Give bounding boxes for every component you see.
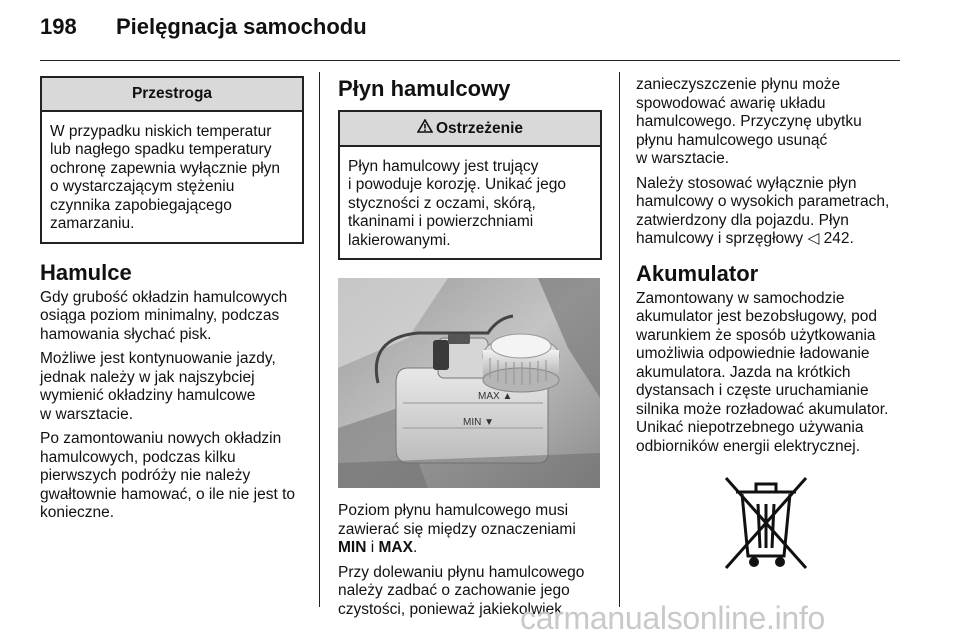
paragraph-min-max bbox=[338, 502, 602, 558]
text-line: odbiorników energii elektrycznej. bbox=[636, 437, 861, 455]
text-line: akumulator jest bezobsługowy, pod bbox=[636, 308, 877, 325]
page-number: 198 bbox=[40, 14, 77, 39]
warning-box-title: Ostrzeżenie bbox=[435, 120, 523, 137]
paragraph bbox=[40, 289, 304, 345]
text-joiner: i bbox=[366, 539, 379, 556]
caution-line: ochronę zapewnia wyłącznie płyn bbox=[50, 159, 281, 177]
column-divider-1 bbox=[319, 72, 320, 607]
chapter-title: Pielęgnacja samochodu bbox=[116, 14, 367, 39]
page-reference-number[interactable]: 242. bbox=[819, 230, 854, 247]
text-line: Możliwe jest kontynuowanie jazdy, bbox=[40, 350, 276, 367]
text-line: konieczne. bbox=[40, 504, 115, 521]
caution-line: zamarzaniu. bbox=[50, 215, 135, 232]
warning-line: lakierowanymi. bbox=[348, 231, 451, 249]
text-line: Zamontowany w samochodzie bbox=[636, 289, 845, 307]
caution-line: czynnika zapobiegającego bbox=[50, 196, 232, 214]
text-end: . bbox=[412, 539, 418, 556]
warning-triangle-icon bbox=[417, 119, 433, 139]
column-3 bbox=[636, 76, 906, 580]
max-mark-label: MAX ▲ bbox=[478, 391, 513, 402]
site-watermark: carmanualsonline.info bbox=[520, 600, 825, 636]
caution-line: lub nagłego spadku temperatury bbox=[50, 141, 272, 158]
text-line: hamulcowych, podczas kilku bbox=[40, 448, 236, 466]
column-1 bbox=[40, 76, 304, 529]
section-title-plyn-hamulcowy: Płyn hamulcowy bbox=[338, 76, 511, 101]
text-line: Gdy grubość okładzin hamulcowych bbox=[40, 288, 288, 306]
max-keyword: MAX bbox=[378, 539, 413, 556]
warning-box-header bbox=[340, 112, 600, 147]
text-line: akumulatora. Jazda na krótkich bbox=[636, 363, 851, 381]
caution-box-title: Przestroga bbox=[42, 78, 302, 112]
column-2 bbox=[338, 76, 602, 625]
crossed-bin-icon bbox=[718, 470, 906, 580]
text-line: Przy dolewaniu płynu hamulcowego bbox=[338, 563, 585, 581]
paragraph bbox=[636, 76, 906, 169]
text-line: hamulcowy o wysokich parametrach, bbox=[636, 193, 890, 210]
paragraph bbox=[40, 350, 304, 424]
text-line: dystansach i częste uruchamianie bbox=[636, 382, 869, 399]
caution-box-body bbox=[42, 112, 302, 242]
text-line: w warsztacie. bbox=[40, 405, 134, 423]
text-line: gwałtownie hamować, o ile nie jest to bbox=[40, 485, 296, 503]
paragraph bbox=[636, 290, 906, 457]
caution-line: o wystarczającym stężeniu bbox=[50, 178, 235, 195]
text-line: zanieczyszczenie płynu może bbox=[636, 76, 841, 93]
warning-line: styczności z oczami, skórą, bbox=[348, 194, 536, 212]
text-line: Unikać niepotrzebnego używania bbox=[636, 419, 864, 436]
paragraph bbox=[636, 175, 906, 249]
min-keyword: MIN bbox=[338, 539, 367, 556]
warning-box-body bbox=[340, 147, 600, 259]
text-line: hamulcowego. Przyczynę ubytku bbox=[636, 113, 862, 130]
text-line: warunkiem że sposób użytkowania bbox=[636, 326, 876, 344]
warning-line: i powoduje korozję. Unikać jego bbox=[348, 176, 566, 193]
page-reference-icon[interactable]: ◁ bbox=[807, 230, 820, 247]
text-line: jednak należy w jak najszybciej bbox=[40, 368, 255, 386]
text-line: zatwierdzony dla pojazdu. Płyn bbox=[636, 211, 849, 229]
text-line: pierwszych podróży nie należy bbox=[40, 467, 251, 484]
text-line: w warsztacie. bbox=[636, 150, 730, 167]
text-line: umożliwia odpowiednie ładowanie bbox=[636, 345, 870, 362]
warning-line: Płyn hamulcowy jest trujący bbox=[348, 157, 539, 175]
text-line: Poziom płynu hamulcowego musi bbox=[338, 502, 569, 519]
text-line: wymienić okładziny hamulcowe bbox=[40, 387, 256, 404]
section-title-akumulator: Akumulator bbox=[636, 260, 759, 286]
text-line: hamulcowy i sprzęgłowy bbox=[636, 230, 808, 247]
warning-line: tkaninami i powierzchniami bbox=[348, 213, 534, 230]
header-rule bbox=[40, 60, 900, 61]
text-line: należy zadbać o zachowanie jego bbox=[338, 582, 570, 599]
text-line: płynu hamulcowego usunąć bbox=[636, 131, 828, 149]
warning-box bbox=[338, 110, 602, 260]
column-divider-2 bbox=[619, 72, 620, 607]
section-title-hamulce: Hamulce bbox=[40, 259, 132, 285]
brake-fluid-reservoir-photo bbox=[338, 278, 600, 488]
text-line: Należy stosować wyłącznie płyn bbox=[636, 174, 857, 192]
text-line: osiąga poziom minimalny, podczas bbox=[40, 307, 280, 324]
paragraph bbox=[40, 430, 304, 523]
caution-box bbox=[40, 76, 304, 244]
text-line: hamowania słychać pisk. bbox=[40, 325, 212, 343]
min-mark-label: MIN ▼ bbox=[463, 417, 495, 428]
text-line: silnika może rozładować akumulator. bbox=[636, 400, 889, 418]
text-line: zawierać się między oznaczeniami bbox=[338, 520, 576, 538]
caution-line: W przypadku niskich temperatur bbox=[50, 122, 272, 140]
text-line: Po zamontowaniu nowych okładzin bbox=[40, 430, 282, 447]
text-line: spowodować awarię układu bbox=[636, 94, 826, 112]
text-line: czystości, ponieważ jakiekolwiek bbox=[338, 600, 562, 618]
